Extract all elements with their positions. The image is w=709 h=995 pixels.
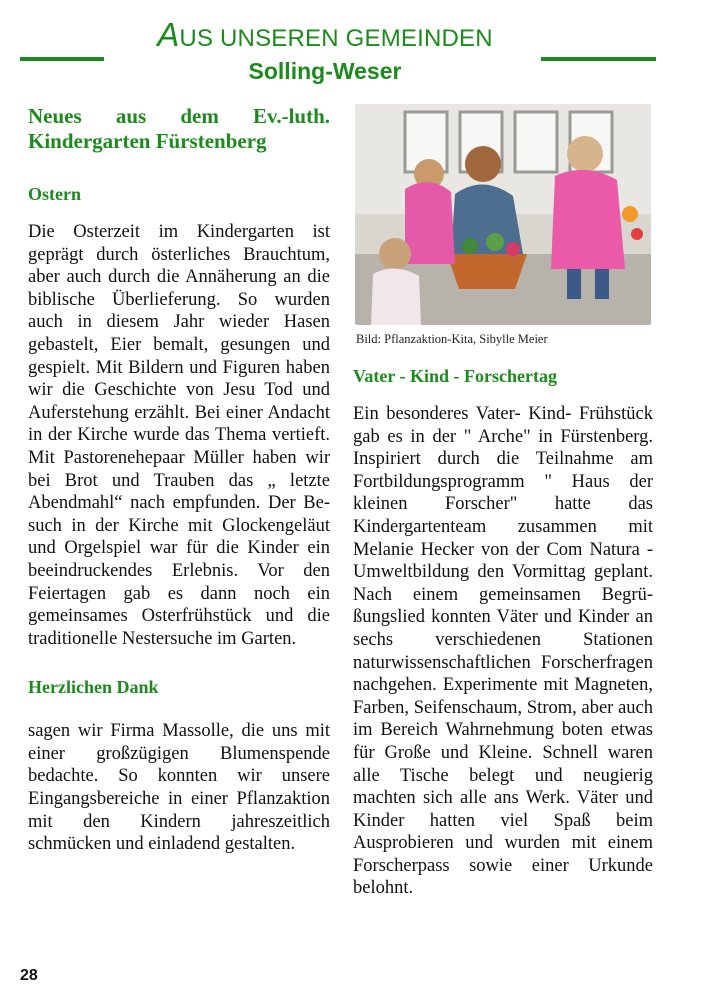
header-rule-right (541, 57, 656, 61)
text-ostern: Die Osterzeit im Kindergarten ist geprägt durch österliches Brauchtum, aber auch durch die Annäherung an die biblische Überlieferung. So wurden auch in diesem Jahr wieder Hasen gebastelt, Eier bemalt, gesungen und gespielt. Mit Bildern und Figuren haben wir die Geschichte von Jesu Tod und Auferstehung erzählt. Bei einer Andacht in der Kirche wurde das Thema vertieft. Mit Pastorenehepaar Müller haben wir bei Brot und Trauben das „ letzte Abendmahl“ nach empfunden. Der Besuch in der Kirche mit Glockengeläut und Orgelspiel war für die Kinder ein beeindruckendes Erlebnis. Vor den Feiertagen gab es dann noch ein gemeinsames Osterfrühstück und die traditionelle Nestersuche im Garten. (28, 222, 330, 649)
photo-caption: Bild: Pflanzaktion-Kita, Sibylle Meier (356, 332, 548, 346)
section-title-rest: US UNSEREN GEMEINDEN (179, 25, 493, 52)
photo-illustration (355, 104, 651, 325)
photo-planting-action (355, 104, 651, 325)
right-column (353, 104, 653, 900)
heading-dank: Herzlichen Dank (28, 677, 159, 698)
section-subtitle: Solling-Weser (248, 58, 402, 84)
heading-forschertag: Vater - Kind - Forschertag (353, 366, 557, 386)
text-forschertag: Ein besonderes Vater- Kind- Frühstück gab es in der " Arche" in Fürstenberg. Inspiriert durch die Teilnahme am Fortbildungsprogramm " Haus der kleinen Forscher" hatte das Kindergartenteam zusammen mit Melanie Hecker von der Com Natura - Umweltbildung den Vormittag geplant. Nach einem gemeinsamen Begrüßungslied konnten Väter und Kinder an sechs verschiedenen Stationen naturwissenschaftlichen Forscherfragen nachgehen. Experimente mit Magneten, Farben, Seifenschaum, Strom, aber auch im Bereich Wahrnehmung boten etwas für Große und Kleine. Schnell waren alle Tische belegt und neugierig machten sich alle ans Werk. Väter und Kinder hatten viel Spaß beim Ausprobieren und wurden mit einem Forscherpass sowie einer Urkunde belohnt. (353, 404, 653, 899)
article-title: Neues aus dem Ev.-luth. Kindergarten Fürstenberg (28, 104, 330, 153)
section-title (110, 16, 540, 54)
header-rule-left (20, 57, 104, 61)
text-dank: sagen wir Firma Massolle, die uns mit einer großzügigen Blumenspende bedachte. So konnten wir unsere Eingangsbereiche in einer Pflanzaktion mit den Kindern jahreszeitlich schmücken und einladend gestalten. (28, 721, 330, 855)
page-number: 28 (20, 967, 38, 984)
heading-ostern: Ostern (28, 184, 81, 204)
section-title-initial: A (157, 16, 180, 53)
left-column (28, 104, 330, 856)
